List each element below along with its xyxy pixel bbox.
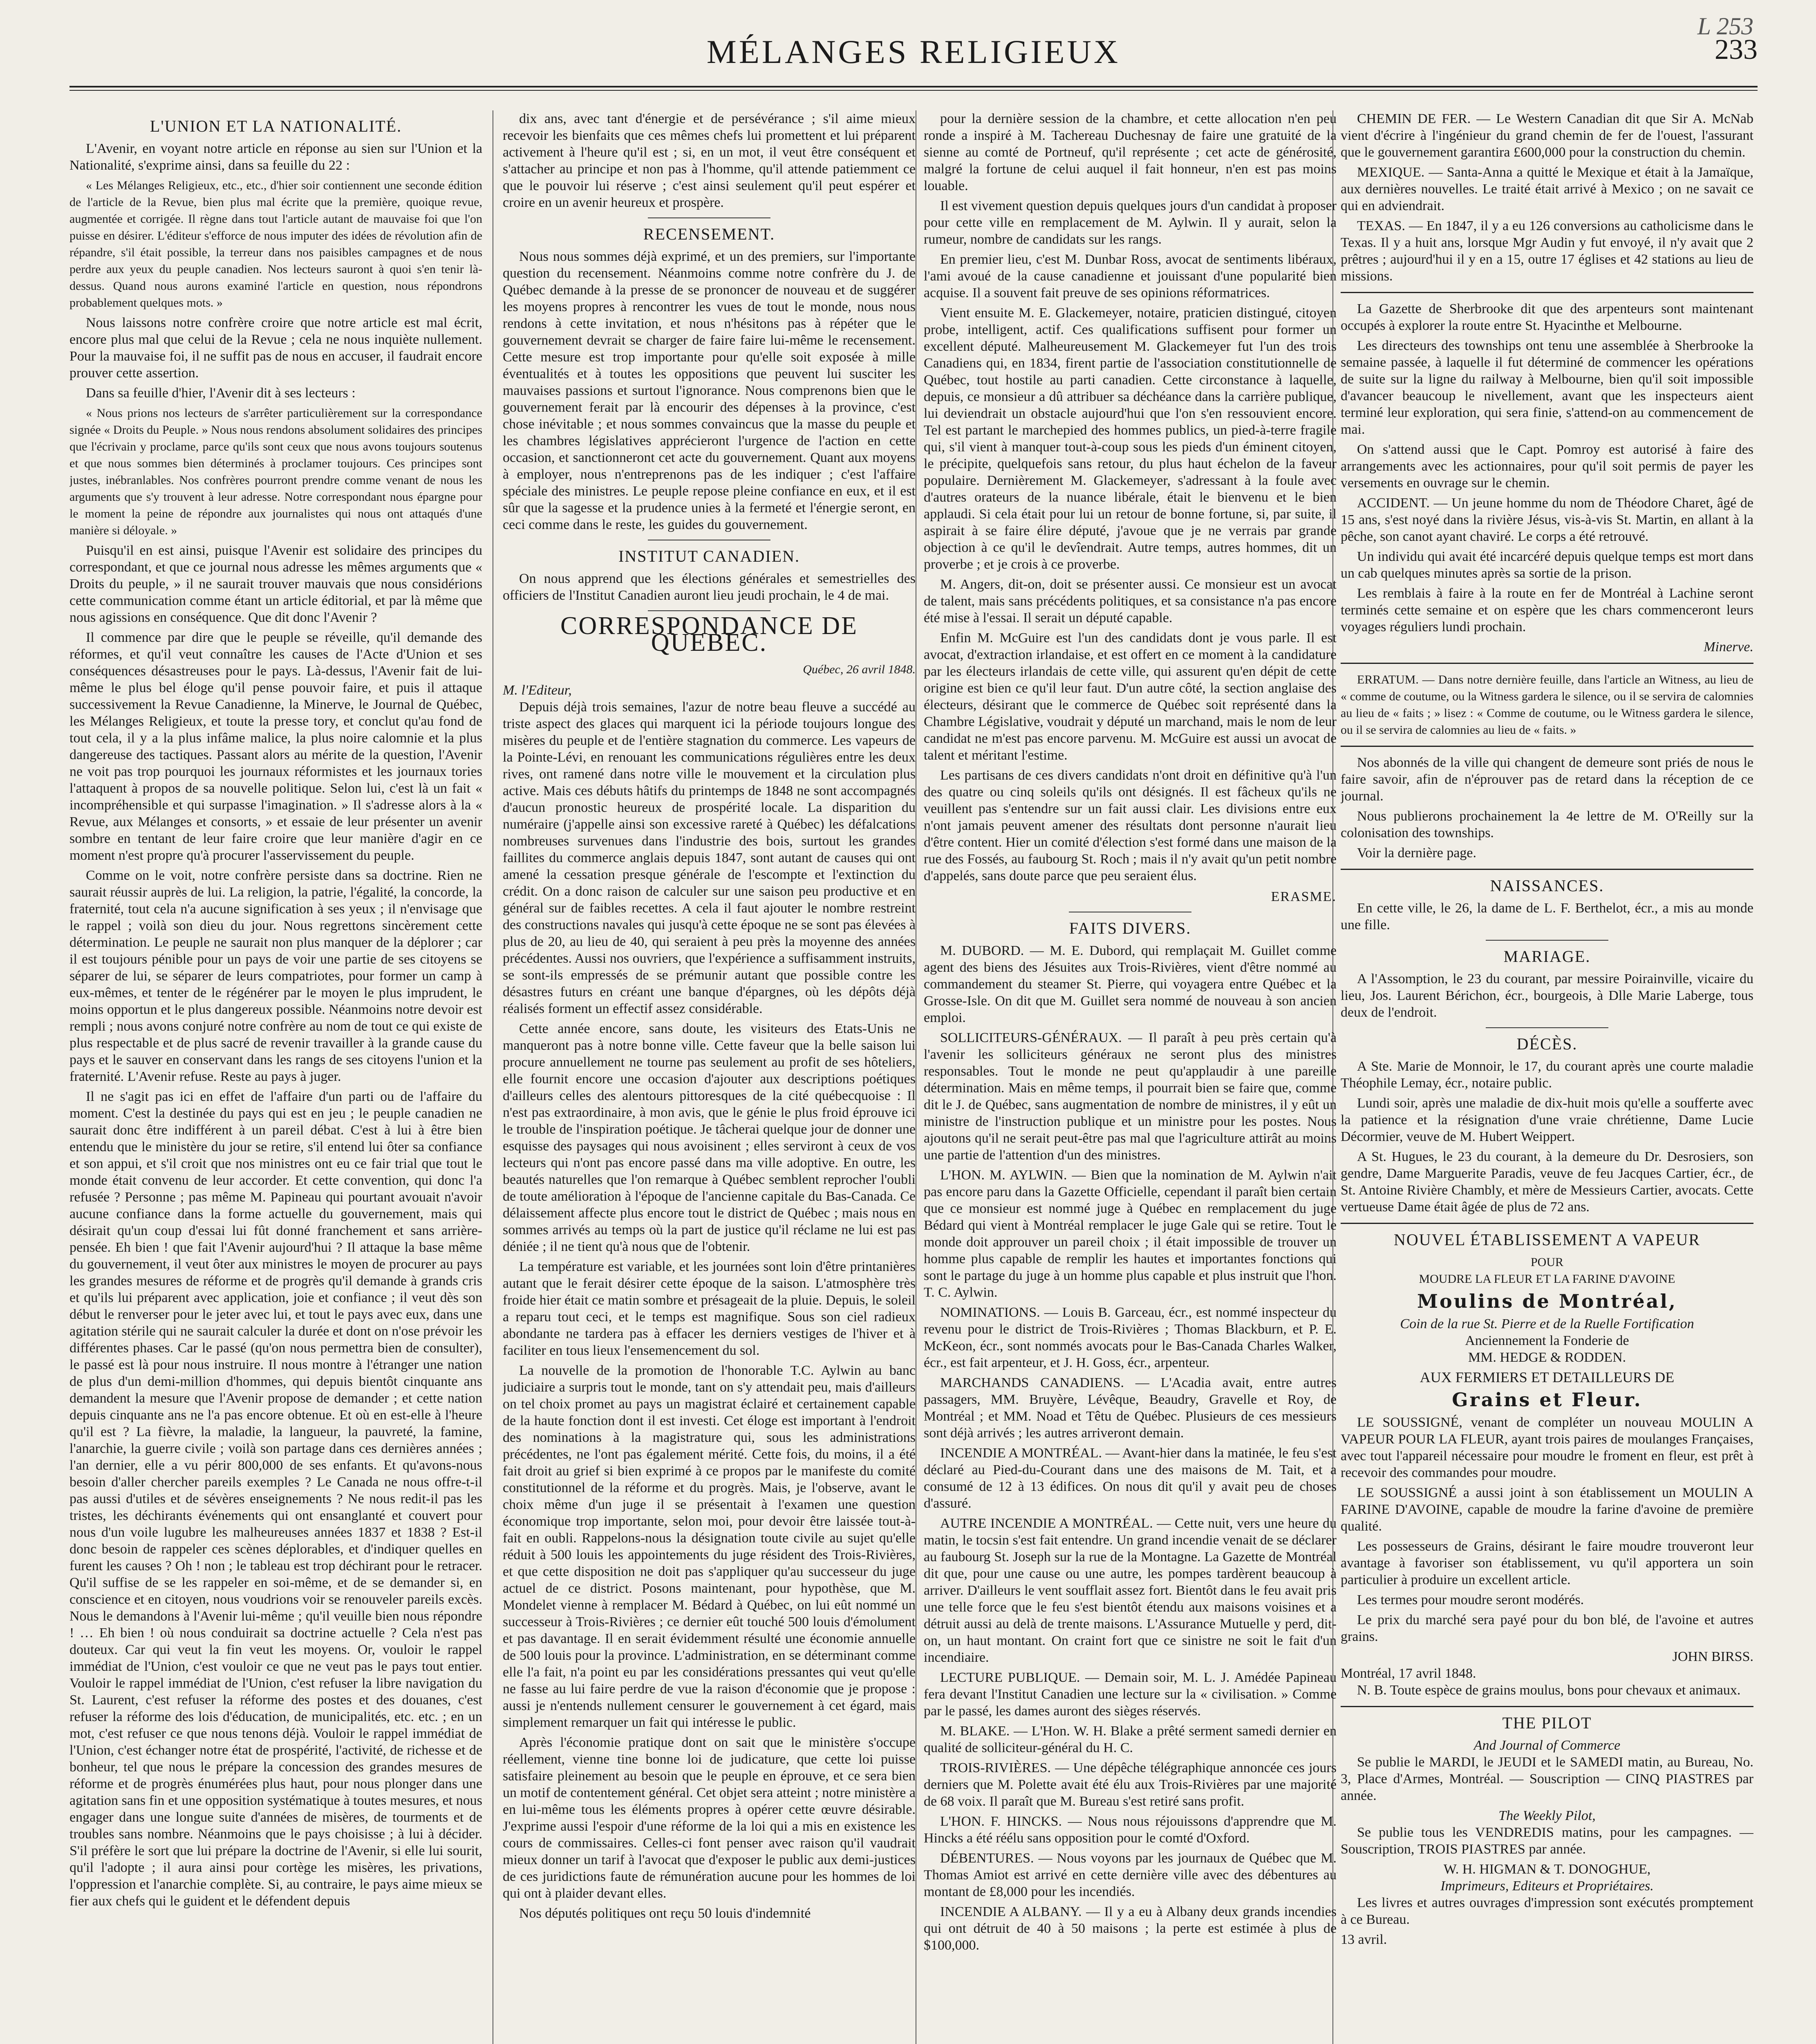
paragraph: Il commence par dire que le peuple se réveille, qu'il demande des réformes, et qu'il veut connaître les causes de l'Acte d'Union et ses conséquences désastreuses pour le pays. Là-dessus, l'Avenir fait de lui-même le plus bel éloge qu'il pense pouvoir faire, et puis il attaque successivement la Revue Canadienne, la Minerve, le Journal de Québec, les Mélanges Religieux, et toute la presse tory, et conclut qu'au fond de tout cela, il y a la plus infâme malice, la plus noire calomnie et la plus dangereuse des tactiques. Passant alors au mérite de la question, l'Avenir ne voit pas trop pourquoi les journaux réformistes et les journaux tories l'attaquent à propos de sa nouvelle politique. Selon lui, c'est là un fait « incompréhensible et qui surpasse l'imagination. » Il s'adresse alors à la « Revue, aux Mélanges et consorts, » et essaie de leur présenter un avenir sombre en tentant de leur faire croire que leur manière d'agir en ce moment n'est propre qu'à procurer l'asservissement du peuple. xyxy=(69,630,482,863)
pilot-date: 13 avril. xyxy=(1341,1932,1387,1947)
dateline: Québec, 26 avril 1848. xyxy=(803,663,916,676)
news-item: INCENDIE A MONTRÉAL. — Avant-hier dans la matinée, le feu s'est déclaré au Pied-du-Courant dans une des maisons de M. Tait, et a consumé de 12 à 13 édifices. On nous dit qu'il y avait peu de choses d'assuré. xyxy=(924,1446,1337,1511)
paragraph: Après l'économie pratique dont on sait que le ministère s'occupe réellement, vienne tine bonne loi de judicature, que cette loi puisse satisfaire pleinement au besoin que le peuple en éprouve, et ce sera bien un motif de contentement général. Cet objet sera atteint ; notre ministère a en lui-même tous les éléments propres à opérer cette œuvre désirable. J'exprime aussi l'espoir d'une réforme de la loi qui a mis en existence les cours de commissaires. Celles-ci font penser avec raison qu'il vaudrait mieux donner un tarif à l'avocat que d'exposer le public aux demi-justices de ces juridictions faute de rémunération aucune pour les hommes de loi qui ont à plaider devant elles. xyxy=(503,1735,916,1901)
ad-location: Coin de la rue St. Pierre et de la Ruelle Fortification xyxy=(1400,1316,1694,1331)
pilot-subtitle: And Journal of Commerce xyxy=(1473,1738,1621,1753)
paragraph: Comme on le voit, notre confrère persiste dans sa doctrine. Rien ne saurait réussir auprès de lui. La religion, la patrie, l'égalité, la concorde, la fraternité, tout cela n'a aucune signification à ses yeux ; il n'envisage que le rappel ; voilà son dieu du jour. Nous regrettons sincèrement cette détermination. Le peuple ne saurait non plus manquer de la déplorer ; car il est toujours pénible pour un pays de voir une partie de ses citoyens se séparer de lui, se séparer de leurs compatriotes, pour former un camp à eux-mêmes, et tenter de le régénérer par le moyen le plus imprudent, le moins opportun et le plus dangereux possible. Néanmoins notre devoir est rempli ; nous avons conjuré notre confrère au nom de tout ce qui existe de plus respectable et de plus sacré de revenir travailler à la grande cause du pays et le sauver en conservant dans les rangs de ses citoyens l'union et la fraternité. L'Avenir refuse. Reste au pays à juger. xyxy=(69,868,482,1084)
section-rule xyxy=(1486,940,1608,941)
paragraph: La température est variable, et les journées sont loin d'être printanières autant que le ferait désirer cette époque de la saison. L'atmosphère très froide hier était ce matin sombre et présageait de la pluie. Depuis, le soleil a reparu tout ceci, et le temps est magnifique. Sous son ciel radieux abondante ne tardera pas à effacer les derniers vestiges de l'hiver et à faciliter en tous lieux l'ensemencement du sol. xyxy=(503,1259,916,1358)
paragraph: Les partisans de ces divers candidats n'ont droit en définitive qu'à l'un des quatre ou cinq soleils qu'ils ont désignés. Il est fâcheux qu'ils ne veuillent pas s'entendre sur un fait aussi clair. Les divisions entre eux n'ont jamais peuvent amener des résultats dont personne n'aurait lieu d'être content. Hier un comité d'élection s'est formé dans une maison de la rue des Fossés, au faubourg St. Roch ; mais il n'y avait qu'un petit nombre d'appelés, sans doute parce que peu seraient élus. xyxy=(924,768,1337,883)
section-title: RECENSEMENT. xyxy=(643,225,775,243)
pilot-title: THE PILOT xyxy=(1502,1714,1592,1732)
news-item: TEXAS. — En 1847, il y a eu 126 conversions au catholicisme dans le Texas. Il y a huit ans, lorsque Mgr Audin y fut envoyé, il n'y avait que 2 prêtres ; aujourd'hui il y en a 15, outre 17 églises et 42 stations au lieu de missions. xyxy=(1341,218,1753,284)
news-item: M. DUBORD. — M. E. Dubord, qui remplaçait M. Guillet comme agent des biens des Jésuites aux Trois-Rivières, vient d'être nommé au commandement du steamer St. Pierre, qui voyagera entre Québec et la Grosse-Isle. On dit que M. Guillet sera nommé de nouveau à son ancien emploi. xyxy=(924,943,1337,1025)
ad-paragraph: Le prix du marché sera payé pour du bon blé, de l'avoine et autres grains. xyxy=(1341,1612,1753,1644)
ad-paragraph: Les possesseurs de Grains, désirant le faire moudre trouveront leur avantage à favoriser son établissement, vu qu'il apportera un soin particulier à produire un excellent article. xyxy=(1341,1539,1753,1587)
paragraph: Dans sa feuille d'hier, l'Avenir dit à ses lecteurs : xyxy=(86,385,356,401)
page-header xyxy=(69,13,1758,98)
news-item: TROIS-RIVIÈRES. — Une dépêche télégraphique annoncée ces jours derniers que M. Polette avait été élu aux Trois-Rivières par une majorité de 68 voix. Il paraît que M. Bureau s'est retiré sans profit. xyxy=(924,1760,1337,1809)
notice: Voir la dernière page. xyxy=(1357,845,1477,861)
section-rule xyxy=(1341,1223,1753,1224)
paragraph: Nous laissons notre confrère croire que notre article est mal écrit, encore plus mal que celui de la Revue ; cela ne nous inquiète nullement. Pour la mauvaise foi, il ne suffit pas de nous en accuser, il faudrait encore prouver cette assertion. xyxy=(69,315,482,381)
news-item: CHEMIN DE FER. — Le Western Canadian dit que Sir A. McNab vient d'écrire à l'ingénieur du grand chemin de fer de l'ouest, l'assurant que le gouvernement garantira £600,000 pour la construction du chemin. xyxy=(1341,111,1753,160)
section-title: FAITS DIVERS. xyxy=(1069,919,1191,937)
paragraph: Nos députés politiques ont reçu 50 louis d'indemnité xyxy=(519,1906,811,1921)
pilot-names: W. H. HIGMAN & T. DONOGHUE, xyxy=(1443,1862,1651,1877)
paragraph: Enfin M. McGuire est l'un des candidats dont je vous parle. Il est avocat, d'extraction irlandaise, et est offert en ce moment à la candidature par les électeurs irlandais de cette ville, qui assurent qu'en dépit de cette origine est bien ce qu'il leur faut. D'un autre côté, la section anglaise des électeurs, désirant que le commerce de Québec soit représenté dans la Chambre Législative, voudrait y député un marchand, mais le nom de leur candidat ne m'est pas encore parvenu. M. McGuire est aussi un avocat de talent et méritant l'estime. xyxy=(924,630,1337,763)
ad-gothic-subtitle: Grains et Fleur. xyxy=(1452,1389,1642,1411)
paragraph: Cette année encore, sans doute, les visiteurs des Etats-Unis ne manqueront pas à notre bonne ville. Cette faveur que la belle saison lui procure annuellement ne tourne pas seulement au profit de ses hôteliers, elle fournit encore une occasion d'ajouter aux descriptions poétiques d'ailleurs celles des alentours pittoresques de la cité québecquoise : Il n'est pas extraordinaire, à mon avis, que le génie le plus froid éprouve ici le trouble de l'inspiration poétique. Je tâcherai quelque jour de donner une esquisse des paysages qui nous avoisinent ; elles serviront à ceux de vos lecteurs qui n'ont pas encore passé dans ma ville adoptive. En outre, les beautés naturelles que l'on remarque à Québec semblent reprocher l'oubli de toute amélioration à l'époque de l'ancienne capitale du Bas-Canada. Ce délaissement affecte plus encore tout le district de Québec ; mais nous en sommes arrivés au temps où la part de justice qu'il réclame ne lui est pas déniée ; il ne tient qu'à nous que de l'obtenir. xyxy=(503,1021,916,1254)
journal-title: MÉLANGES RELIGIEUX xyxy=(706,33,1121,70)
paragraph: En premier lieu, c'est M. Dunbar Ross, avocat de sentiments libéraux, l'ami avoué de la cause canadienne et jouissant d'une popularité bien acquise. Il a souvent fait preuve de ses opinions réformatrices. xyxy=(924,252,1337,300)
pilot-role: Imprimeurs, Editeurs et Propriétaires. xyxy=(1440,1878,1654,1894)
paragraph: Puisqu'il en est ainsi, puisque l'Avenir est solidaire des principes du correspondant, et que ce journal nous adresse les mêmes arguments que « Droits du peuple, » il ne saurait trouver mauvais que nous considérions cette communication comme étant un article éditorial, et par là même que nous agissions en conséquence. Que dit donc l'Avenir ? xyxy=(69,543,482,625)
signature: ERASME. xyxy=(1271,889,1337,904)
section-rule xyxy=(1341,663,1753,664)
ad-note: N. B. Toute espèce de grains moulus, bons pour chevaux et animaux. xyxy=(1357,1683,1741,1698)
paragraph: Il ne s'agit pas ici en effet de l'affaire d'un parti ou de l'affaire du moment. C'est la destinée du pays qui est en jeu ; le peuple canadien ne saurait donc être indifférent à un pareil débat. C'est à lui à être bien entendu que le ministère du jour se retire, s'il entend lui ôter sa confiance et son appui, et s'il croit que nos ministres ont eu ce fair trial que tout le monde était convenu de leur accorder. Et cette convention, qui donc l'a refusée ? Personne ; pas même M. Papineau qui pourtant avouait n'avoir aucune confiance dans la forme actuelle du gouvernement, mais qui désirait qu'un coup d'essai lui fût donné franchement et sans arrière-pensée. Eh bien ! que fait l'Avenir aujourd'hui ? Il attaque la base même du gouvernement, il veut ôter aux ministres le moyen de procurer au pays les grandes mesures de réforme et de progrès qu'il demande à grands cris et qu'ils lui préparent avec application, joie et confiance ; il veut dès son début le renverser pour le jeter avec lui, et tout le pays avec eux, dans une agitation stérile qui ne saurait calculer la durée et dont on n'ose prévoir les différentes phases. Car le passé (qu'on nous permettra bien de consulter), le passé est là pour nous instruire. Il nous montre à l'étranger une nation de plus d'un demi-million d'hommes, qui depuis bientôt cinquante ans demandent la mesure que l'Avenir propose de demander ; et cette nation depuis cinquante ans ne l'a pas encore obtenue. Et où en est-elle à l'heure qu'il est ? La fièvre, la maladie, la langueur, la pauvreté, la famine, l'anarchie, la guerre civile ; voilà son partage dans ces dernières années ; l'an dernier, elle a vu périr 800,000 de ses enfants. Et qu'avons-nous besoin d'aller chercher pareils exemples ? Le Canada ne nous offre-t-il pas aussi d'utiles et de sévères enseignements ? Ne nous redit-il pas les tristes, les déchirants événements qui ont ensanglanté et couvert pour nous d'un voile lugubre les malheureuses années 1837 et 1838 ? Est-il donc besoin de rappeler ces scènes déplorables, et d'indiquer quelles en furent les causes ? Oh ! non ; le tableau est trop déchirant pour le retracer. Qu'il suffise de se les rappeler en soi-même, et de se demander si, en conscience et en citoyen, nous voudrions voir se renouveler pareils excès. Nous le demandons à l'Avenir lui-même ; qu'il veuille bien nous répondre ! … Eh bien ! où nous conduirait sa doctrine actuelle ? Cela n'est pas douteux. Car qui veut la fin veut les moyens. Or, vouloir le rappel immédiat de l'Union, c'est vouloir ce que ne veut pas le pays tout entier. Vouloir le rappel immédiat de l'Union, c'est refuser la libre navigation du St. Laurent, c'est refuser la réforme des postes et des douanes, c'est refuser la réforme des lois d'éducation, de municipalités, etc. etc. ; en un mot, c'est refuser ce que nous tenons déjà. Vouloir le rappel immédiat de l'Union, c'est échanger notre état de prospérité, l'activité, de richesse et de bonheur, tel que nous le prépare la concession des grandes mesures de réforme et de progrès énumérées plus haut, pour nous plonger dans une agitation sans fin et une opposition systématique à toutes mesures, et nous engager dans une longue suite d'années de misères, de tourments et de troubles sans nombre. Néanmoins que le pays choisisse ; à lui à décider. S'il préfère le sort que lui prépare la doctrine de l'Avenir, si elle lui sourit, qu'il l'adopte ; il aura ainsi pour cortège les misères, les privations, l'oppression et l'anarchie complète. Si, au contraire, le pays aime mieux se fier aux chefs qui le guident et le défendent depuis xyxy=(69,1089,482,1909)
pilot-paragraph: Se publie le MARDI, le JEUDI et le SAMEDI matin, au Bureau, No. 3, Place d'Armes, Montréal. — Souscription — CINQ PIASTRES par année. xyxy=(1341,1755,1753,1803)
news-item: On s'attend aussi que le Capt. Pomroy est autorisé à faire des arrangements avec les actionnaires, pour qu'il soit permis de payer les versements en ouvrage sur le chemin. xyxy=(1341,442,1753,491)
paragraph: M. Angers, dit-on, doit se présenter aussi. Ce monsieur est un avocat de talent, mais sans précédents politiques, et sa consistance n'a pas encore été mise à l'essai. Il serait un député capable. xyxy=(924,577,1337,625)
section-rule xyxy=(1486,1027,1608,1028)
section-rule xyxy=(1341,869,1753,870)
news-item: NOMINATIONS. — Louis B. Garceau, écr., est nommé inspecteur du revenu pour le district de Trois-Rivières ; Thomas Blackburn, et P. E. McKeon, écr., sont nommés avocats pour le Bas-Canada Charles Walker, écr., est fait arpenteur, et J. H. Goss, écr., arpenteur. xyxy=(924,1305,1337,1370)
notice: A Ste. Marie de Monnoir, le 17, du courant après une courte maladie Théophile Lemay, écr., notaire public. xyxy=(1341,1059,1753,1091)
section-rule xyxy=(1341,292,1753,293)
paragraph: On nous apprend que les élections générales et semestrielles des officiers de l'Institut Canadien auront lieu jeudi prochain, le 4 de mai. xyxy=(503,571,916,603)
page-corner-mark: L 253 xyxy=(1697,13,1753,40)
paragraph: « Nous prions nos lecteurs de s'arrêter particulièrement sur la correspondance signée « Droits du Peuple. » Nous nous rendons absolument solidaires des principes que l'écrivain y proclame, parce qu'ils sont ceux que nous avons toujours soutenus et que nous sommes bien déterminés à proclamer toujours. Ces principes sont justes, inébranlables. Nos confrères pourront prendre comme venant de nous les arguments que s'y trouvent à leur adresse. Notre correspondant nous épargne pour le moment la peine de répondre aux journalistes qui nous ont attaqués d'une manière si déloyale. » xyxy=(69,406,482,537)
section-title: NAISSANCES. xyxy=(1490,876,1604,895)
section-rule xyxy=(1341,1706,1753,1707)
ad-paragraph: Les termes pour moudre seront modérés. xyxy=(1357,1592,1584,1607)
section-title: CORRESPONDANCE DE QUEBEC. xyxy=(560,612,858,657)
ad-gothic-title: Moulins de Montréal, xyxy=(1417,1290,1677,1312)
pilot-paragraph: Se publie tous les VENDREDIS matins, pour les campagnes. — Souscription, TROIS PIASTRES par année. xyxy=(1341,1825,1753,1857)
news-item: DÉBENTURES. — Nous voyons par les journaux de Québec que M. Thomas Amiot est arrivé en cette dernière ville avec des débentures au montant de £8,000 pour les incendiés. xyxy=(924,1851,1337,1899)
news-item: AUTRE INCENDIE A MONTRÉAL. — Cette nuit, vers une heure du matin, le tocsin s'est fait entendre. Un grand incendie venait de se déclarer au faubourg St. Joseph sur la rue de la Montagne. La Gazette de Montréal dit que, pour une cause ou une autre, les pompes tardèrent beaucoup à arriver. D'ailleurs le vent soufflait assez fort. Bientôt dans le feu avait pris une telle force que le feu s'est bientôt étendu aux maisons voisines et a détruit aussi au delà de trente maisons. L'Assurance Mutuelle y perd, dit-on, un haut montant. On craint fort que ce sinistre ne soit le fait d'un incendiaire. xyxy=(924,1516,1337,1665)
news-item: ERRATUM. — Dans notre dernière feuille, dans l'article an Witness, au lieu de « comme de coutume, ou la Witness gardera le silence, ou il se servira de calomnies au lieu de « faits ; » lisez : « Comme de coutume, ou le Witness gardera le silence, ou il se servira de calomnies au lieu de « faits. » xyxy=(1341,673,1753,737)
news-item: MARCHANDS CANADIENS. — L'Acadia avait, entre autres passagers, MM. Bruyère, Lévêque, Beaudry, Gravelle et Roy, de Montréal ; et MM. Noad et Têtu de Québec. Plusieurs de ces messieurs sont déjà arrivés ; les autres arriveront demain. xyxy=(924,1375,1337,1441)
ad-subtitle: MOUDRE LA FLEUR ET LA FARINE D'AVOINE xyxy=(1419,1272,1675,1286)
notice: En cette ville, le 26, la dame de L. F. Berthelot, écr., a mis au monde une fille. xyxy=(1341,901,1753,932)
news-item: MEXIQUE. — Santa-Anna a quitté le Mexique et était à la Jamaïque, aux dernières nouvelles. Le traité était arrivé à Mexico ; on ne savait ce qui en adviendrait. xyxy=(1341,165,1753,213)
news-item: Les directeurs des townships ont tenu une assemblée à Sherbrooke la semaine passée, à laquelle il fut déterminé de commencer les opérations de suite sur la ligne du railway à Melbourne, bien qu'il soit impossible d'avancer beaucoup le nivellement, avant que les inspecteurs aient terminé leur exploration, qui sera finie, s'attend-on au commencement de mai. xyxy=(1341,338,1753,437)
notice: Lundi soir, après une maladie de dix-huit mois qu'elle a soufferte avec la patience et la résignation d'une vraie chrétienne, Dame Lucie Décormier, veuve de M. Hubert Weippert. xyxy=(1341,1096,1753,1144)
section-rule xyxy=(648,217,770,218)
news-item: L'HON. M. AYLWIN. — Bien que la nomination de M. Aylwin n'ait pas encore paru dans la Gazette Officielle, cependant il paraît bien certain que ce monsieur est nommé juge à Québec en remplacement du juge Bédard qui vient à Montréal remplacer le juge Gale qui se retire. Tout le monde doit approuver un pareil choix ; il était impossible de trouver un homme plus capable de remplir les hautes et importantes fonctions qui sont le partage du juge à un homme plus capable et plus instruit que l'hon. T. C. Aylwin. xyxy=(924,1168,1337,1300)
ad-audience: AUX FERMIERS ET DETAILLEURS DE xyxy=(1420,1369,1675,1385)
ad-paragraph: LE SOUSSIGNÉ a aussi joint à son établissement un MOULIN A FARINE D'AVOINE, capable de moudre la farine d'avoine de première qualité. xyxy=(1341,1485,1753,1534)
pilot-weekly: The Weekly Pilot, xyxy=(1498,1808,1596,1823)
column-4 xyxy=(1341,110,1753,2044)
pilot-paragraph: Les livres et autres ouvrages d'impression sont exécutés promptement à ce Bureau. xyxy=(1341,1895,1753,1927)
news-item: L'HON. F. HINCKS. — Nous nous réjouissons d'apprendre que M. Hincks a été réélu sans opposition pour le comté d'Oxford. xyxy=(924,1814,1337,1846)
news-item: La Gazette de Sherbrooke dit que des arpenteurs sont maintenant occupés à explorer la route entre St. Hyacinthe et Melbourne. xyxy=(1341,301,1753,333)
source-credit: Minerve. xyxy=(1704,639,1753,654)
notice: A St. Hugues, le 23 du courant, à la demeure du Dr. Desrosiers, son gendre, Dame Marguerite Paradis, veuve de feu Jacques Cartier, écr., de St. Antoine Rivière Chambly, et mère de Messieurs Cartier, avocats. Cette vertueuse Dame était âgée de plus de 72 ans. xyxy=(1341,1149,1753,1215)
section-title: INSTITUT CANADIEN. xyxy=(618,547,800,565)
column-3 xyxy=(924,110,1337,2044)
news-item: Les remblais à faire à la route en fer de Montréal à Lachine seront terminés cette semaine et on espère que les chars commenceront leurs voyages réguliers lundi prochain. xyxy=(1341,586,1753,634)
paragraph: dix ans, avec tant d'énergie et de persévérance ; s'il aime mieux recevoir les bienfaits que ces mêmes chefs lui promettent et lui préparent activement à l'heure qu'il est ; si, en un mot, il veut être conséquent et s'attacher au principe et non pas à l'homme, qu'il attende patiemment ce que le pouvoir lui réserve ; c'est ainsi seulement qu'il peut espérer et croire en un avenir heureux et prospère. xyxy=(503,111,916,210)
news-item: INCENDIE A ALBANY. — Il y a eu à Albany deux grands incendies qui ont détruit de 40 à 50 maisons ; la perte est estimée à plus de $100,000. xyxy=(924,1904,1337,1953)
paragraph: Nous nous sommes déjà exprimé, et un des premiers, sur l'importante question du recensement. Néanmoins comme notre confrère du J. de Québec demande à la presse de se prononcer de nouveau et de suggérer les moyens propres à rencontrer les vues de tout le monde, nous nous rendons à cette invitation, et nous n'hésitons pas à répéter que le gouvernement devrait se charger de faire faire lui-même le recensement. Cette mesure est trop importante pour qu'elle soit exposée à mille éventualités et à toutes les oppositions que peuvent lui susciter les mauvaises passions et surtout l'ignorance. Nous comprenons bien que le gouvernement ferait par là encourir des dépenses à la province, c'est chose inévitable ; et nous sommes convaincus que la masse du peuple et les chambres législatives apprécieront l'urgence de l'action en cette occasion, et sanctionneront cet acte du gouvernement. Quant aux moyens à employer, nous n'entreprenons pas de les indiquer ; c'est l'affaire spéciale des ministres. Le peuple repose pleine confiance en eux, et il est sûr que la sagesse et la prudence unies à la fermeté et l'énergie seront, en ceci comme dans le reste, les guides du gouvernement. xyxy=(503,249,916,532)
salutation: M. l'Editeur, xyxy=(503,683,572,698)
ad-signature: JOHN BIRSS. xyxy=(1672,1649,1753,1664)
news-item: SOLLICITEURS-GÉNÉRAUX. — Il paraît à peu près certain qu'à l'avenir les solliciteurs généraux ne seront plus des ministres responsables. Tout le monde ne peut qu'applaudir à une pareille détermination. Mais en même temps, il pourrait bien se faire que, comme dit le J. de Québec, sans augmentation de nombre de ministres, il y eût un ministre de l'instruction publique et un ministre pour les postes. Nous ajoutons qu'il ne serait peut-être pas mal que l'agriculture attirât au moins une partie de l'attention d'un des ministres. xyxy=(924,1030,1337,1163)
section-title: MARIAGE. xyxy=(1503,947,1591,966)
section-rule xyxy=(1341,746,1753,747)
notice: Nous publierons prochainement la 4e lettre de M. O'Reilly sur la colonisation des townships. xyxy=(1341,809,1753,840)
notice: Nos abonnés de la ville qui changent de demeure sont priés de nous le faire savoir, afin de n'éprouver pas de retard dans la réception de ce journal. xyxy=(1341,755,1753,804)
article-title: L'UNION ET LA NATIONALITÉ. xyxy=(150,117,402,135)
paragraph: Vient ensuite M. E. Glackemeyer, notaire, praticien distingué, citoyen probe, intelligent, actif. Ces qualifications suffisent pour former un excellent député. Malheureusement M. Glackemeyer fut l'un des trois Canadiens qui, en 1834, firent partie de l'association constitutionnelle de Québec, tout hostile au parti canadien. Cette circonstance à laquelle, depuis, ce monsieur a dû attribuer sa déchéance dans la carrière publique, lui deviendrait un obstacle aujourd'hui que l'on s'en ressouvient encore. Tel est partant le marchepied des hommes publics, un pied-à-terre fragile qui, s'il vient à manquer tout-à-coup sous les pieds d'un éminent citoyen, le précipite, quelquefois sans retour, du plus haut échelon de la faveur populaire. Dernièrement M. Glackemeyer, s'adressant à la foule avec d'autres orateurs de la nuance libérale, était le bienvenu et le bien applaudi. Si cela était pour lui un retour de bonne fortune, si, par suite, il aspirait à se faire élire député, j'avoue que je ne verrais par grande objection à ce qu'il le devîendrait. Autre temps, autres hommes, dit un proverbe ; et je crois à ce proverbe. xyxy=(924,305,1337,572)
header-rule xyxy=(69,86,1758,91)
paragraph: La nouvelle de la promotion de l'honorable T.C. Aylwin au banc judiciaire a surpris tout le monde, tant on s'y attendait peu, mais d'ailleurs on tel choix promet au pays un magistrat éclairé et certainement capable de la haute fonction dont il est investi. Cet éloge est important à l'endroit des nominations à la magistrature qui, sous les administrations précédentes, ne l'ont pas également mérité. Cette fois, du moins, il a été fait droit au grief si bien exprimé à ce propos par le manifeste du comité constitutionnel de la réforme et du progrès. Mais, je l'observe, avant le choix même d'un juge il se présentait à l'examen une question économique trop importante, selon moi, pour devoir être laissée tout-à-fait en oubli. Rappelons-nous la désignation toute civile au sujet qu'elle réduit à 500 louis les appointements du juge résident des Trois-Rivières, et que cette disposition ne doit pas s'appliquer qu'au successeur du juge actuel de ce district. Posons maintenant, pour hypothèse, que M. Mondelet vienne à remplacer M. Bédard à Québec, on lui eût nommé un successeur à Trois-Rivières ; ce dernier eût touché 500 louis d'émolument et pas davantage. Il en serait évidemment résulté une économie annuelle de 500 louis pour la province. L'administration, en se déterminant comme elle l'a fait, n'a point eu par les considérations pressantes qui veut qu'elle ne fasse au lui faire perdre de vue la raison d'économie que je propose : aussi je n'entends nullement censurer le gouvernement à cet égard, mais simplement remarquer un fait qui intéresse le public. xyxy=(503,1363,916,1730)
news-item: M. BLAKE. — L'Hon. W. H. Blake a prêté serment samedi dernier en qualité de solliciteur-général du H. C. xyxy=(924,1724,1337,1755)
paragraph: « Les Mélanges Religieux, etc., etc., d'hier soir contiennent une seconde édition de l'article de la Revue, bien plus mal écrite que la première, quoique revue, augmentée et corrigée. Il règne dans tout l'article autant de mauvaise foi que l'on puisse en désirer. L'éditeur s'efforce de nous imputer des idées de révolution afin de répandre, s'il était possible, la terreur dans nos paisibles campagnes et de nous perdre aux yeux du peuple canadien. Nos lecteurs sauront à quoi s'en tenir là-dessus. Quand nous aurons examiné l'article en question, nous répondrons probablement quelques mots. » xyxy=(69,179,482,309)
column-2 xyxy=(503,110,916,2044)
ad-former-names: MM. HEDGE & RODDEN. xyxy=(1468,1350,1626,1365)
notice: A l'Assomption, le 23 du courant, par messire Poirainville, vicaire du lieu, Jos. Laurent Bérichon, écr., bourgeois, à Dlle Marie Laberge, tous deux de l'endroit. xyxy=(1341,971,1753,1020)
ad-paragraph: LE SOUSSIGNÉ, venant de compléter un nouveau MOULIN A VAPEUR POUR LA FLEUR, ayant trois paires de moulanges Françaises, avec tout l'appareil nécessaire pour moudre le froment en fleur, est prêt à recevoir des commandes pour moudre. xyxy=(1341,1415,1753,1480)
section-title: DÉCÈS. xyxy=(1516,1035,1578,1053)
news-item: LECTURE PUBLIQUE. — Demain soir, M. L. J. Amédée Papineau fera devant l'Institut Canadien une lecture sur la « civilisation. » Comme par le passé, les dames auront des sièges réservés. xyxy=(924,1670,1337,1719)
ad-former: Anciennement la Fonderie de xyxy=(1465,1333,1629,1348)
paragraph: Depuis déjà trois semaines, l'azur de notre beau fleuve a succédé au triste aspect des glaces qui marquent ici la période toujours longue des misères du peuple et de l'entière stagnation du commerce. Les vapeurs de la Pointe-Lévi, en renouant les communications régulières entre les deux rives, ont ramené dans notre ville le mouvement et la circulation plus active. Mais ces débuts hâtifs du printemps de 1848 ne sont accompagnés d'aucun pronostic heureux de prospérité locale. La disparition du numéraire (j'appelle ainsi son excessive rareté à Québec) les défalcations nombreuses survenues dans l'industrie des bois, surtout les grandes faillites du commerce anglais depuis 1847, sont autant de causes qui ont amené la cessation presque générale de l'escompte et l'extinction du crédit. On a donc raison de calculer sur une saison peu productive et en général sur de faibles recettes. A cela il faut ajouter le nombre restreint des constructions navales qui jusqu'à cette époque ne se sont pas élevées à plus de 20, au lieu de 40, qui seraient à peu près la moyenne des années précédentes. Aussi nos ouvriers, que l'expérience a suffisamment instruits, se sont-ils empressés de se prémunir autant que possible contre les désastres futurs en créant une banque d'épargnes, où les dépôts déjà réalisés forment un effectif assez considérable. xyxy=(503,699,916,1016)
news-item: ACCIDENT. — Un jeune homme du nom de Théodore Charet, âgé de 15 ans, s'est noyé dans la rivière Jésus, vis-à-vis St. Martin, en allant à la pêche, son canot ayant chaviré. Le corps a été retrouvé. xyxy=(1341,495,1753,544)
ad-title: NOUVEL ÉTABLISSEMENT A VAPEUR xyxy=(1393,1230,1701,1249)
ad-pour: POUR xyxy=(1530,1255,1564,1269)
news-item: Un individu qui avait été incarcéré depuis quelque temps est mort dans un cab quelques minutes après sa sortie de la prison. xyxy=(1341,549,1753,581)
paragraph: Il est vivement question depuis quelques jours d'un candidat à proposer pour cette ville en remplacement de M. Aylwin. Il y aurait, selon la rumeur, nombre de candidats sur les rangs. xyxy=(924,198,1337,247)
ad-date: Montréal, 17 avril 1848. xyxy=(1341,1666,1476,1681)
paragraph: L'Avenir, en voyant notre article en réponse au sien sur l'Union et la Nationalité, s'exprime ainsi, dans sa feuille du 22 : xyxy=(69,141,482,173)
section-rule xyxy=(648,610,770,611)
paragraph: pour la dernière session de la chambre, et cette allocation n'en peu ronde a inspiré à M. Tachereau Duchesnay de faire une gratuité de la sienne au comté de Portneuf, qu'il représente ; cet acte de générosité, malgré la fortune de celui auquel il fait honneur, n'en est pas moins louable. xyxy=(924,111,1337,193)
page-number: 233 xyxy=(1715,34,1758,65)
column-1 xyxy=(69,110,482,2044)
